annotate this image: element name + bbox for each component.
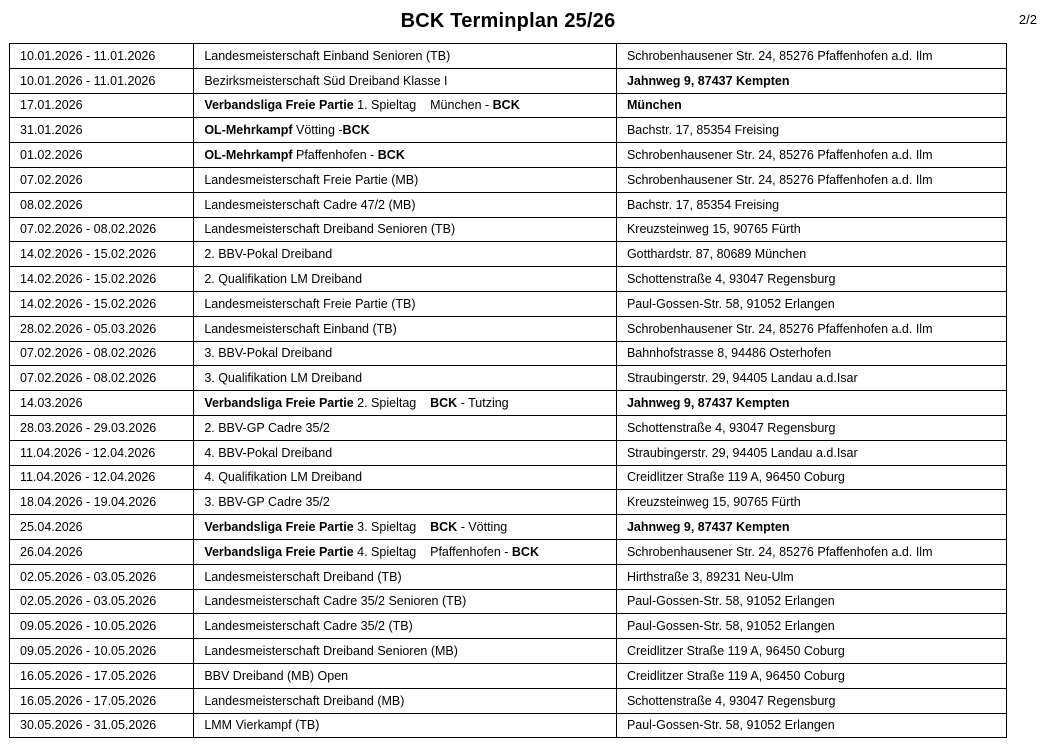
date-cell: 08.02.2026 — [10, 192, 194, 217]
event-cell — [194, 291, 617, 316]
date-cell: 10.01.2026 - 11.01.2026 — [10, 44, 194, 69]
event-cell — [194, 192, 617, 217]
location-cell: Schrobenhausener Str. 24, 85276 Pfaffenhofen a.d. Ilm — [616, 143, 1006, 168]
event-text: BCK — [430, 396, 458, 411]
table-row — [10, 143, 1007, 168]
event-text: 2. Spieltag — [353, 396, 431, 411]
location-cell: Creidlitzer Straße 119 A, 96450 Coburg — [616, 465, 1006, 490]
date-cell: 09.05.2026 - 10.05.2026 — [10, 639, 194, 664]
page-number: 2/2 — [1018, 12, 1037, 27]
event-text: 4. BBV-Pokal Dreiband — [204, 445, 333, 460]
event-text: LMM Vierkampf (TB) — [204, 718, 320, 733]
event-text: Verbandsliga Freie Partie — [204, 520, 354, 535]
event-text: 3. Spieltag — [353, 520, 431, 535]
date-cell: 10.01.2026 - 11.01.2026 — [10, 68, 194, 93]
event-cell — [194, 242, 617, 267]
date-cell: 31.01.2026 — [10, 118, 194, 143]
event-text: Landesmeisterschaft Cadre 47/2 (MB) — [204, 197, 416, 212]
event-text: BCK — [377, 148, 405, 163]
location-cell: Gotthardstr. 87, 80689 München — [616, 242, 1006, 267]
location-cell: Paul-Gossen-Str. 58, 91052 Erlangen — [616, 614, 1006, 639]
location-cell: Schottenstraße 4, 93047 Regensburg — [616, 415, 1006, 440]
date-cell: 28.02.2026 - 05.03.2026 — [10, 316, 194, 341]
event-text: OL-Mehrkampf — [204, 123, 293, 138]
event-text: BCK — [342, 123, 370, 138]
event-cell — [194, 415, 617, 440]
table-row — [10, 515, 1007, 540]
table-row — [10, 192, 1007, 217]
location-cell: Bahnhofstrasse 8, 94486 Osterhofen — [616, 341, 1006, 366]
location-cell: Bachstr. 17, 85354 Freising — [616, 118, 1006, 143]
date-cell: 14.02.2026 - 15.02.2026 — [10, 291, 194, 316]
table-row — [10, 589, 1007, 614]
table-row — [10, 217, 1007, 242]
location-cell: Paul-Gossen-Str. 58, 91052 Erlangen — [616, 589, 1006, 614]
event-text: Landesmeisterschaft Einband Senioren (TB) — [204, 48, 451, 63]
event-text: Landesmeisterschaft Einband (TB) — [204, 321, 397, 336]
event-cell — [194, 143, 617, 168]
event-cell — [194, 44, 617, 69]
table-row — [10, 639, 1007, 664]
event-text: 2. BBV-Pokal Dreiband — [204, 247, 333, 262]
date-cell: 02.05.2026 - 03.05.2026 — [10, 564, 194, 589]
event-text: Pfaffenhofen - — [292, 148, 378, 163]
event-cell — [194, 341, 617, 366]
event-cell — [194, 316, 617, 341]
location-cell: Jahnweg 9, 87437 Kempten — [616, 391, 1006, 416]
date-cell: 25.04.2026 — [10, 515, 194, 540]
location-cell: Schottenstraße 4, 93047 Regensburg — [616, 267, 1006, 292]
location-cell: Schrobenhausener Str. 24, 85276 Pfaffenhofen a.d. Ilm — [616, 44, 1006, 69]
table-row — [10, 44, 1007, 69]
event-cell — [194, 440, 617, 465]
table-row — [10, 118, 1007, 143]
location-cell: Jahnweg 9, 87437 Kempten — [616, 68, 1006, 93]
table-row — [10, 366, 1007, 391]
location-cell: Kreuzsteinweg 15, 90765 Fürth — [616, 490, 1006, 515]
table-row — [10, 341, 1007, 366]
event-cell — [194, 93, 617, 118]
event-cell — [194, 713, 617, 738]
event-text: Landesmeisterschaft Cadre 35/2 Senioren (TB) — [204, 594, 467, 609]
date-cell: 14.02.2026 - 15.02.2026 — [10, 242, 194, 267]
table-row — [10, 93, 1007, 118]
date-cell: 30.05.2026 - 31.05.2026 — [10, 713, 194, 738]
date-cell: 14.03.2026 — [10, 391, 194, 416]
location-cell: Creidlitzer Straße 119 A, 96450 Coburg — [616, 663, 1006, 688]
table-row — [10, 614, 1007, 639]
event-text: BBV Dreiband (MB) Open — [204, 668, 349, 683]
event-text: Verbandsliga Freie Partie — [204, 396, 354, 411]
event-text: Verbandsliga Freie Partie — [204, 544, 354, 559]
event-cell — [194, 490, 617, 515]
date-cell: 17.01.2026 — [10, 93, 194, 118]
table-row — [10, 440, 1007, 465]
event-text: - Tutzing — [457, 396, 509, 411]
event-text: Landesmeisterschaft Dreiband Senioren (TB) — [204, 222, 456, 237]
event-text: Landesmeisterschaft Dreiband (MB) — [204, 693, 405, 708]
event-text: - Vötting — [457, 520, 508, 535]
table-row — [10, 713, 1007, 738]
location-cell: Straubingerstr. 29, 94405 Landau a.d.Isar — [616, 440, 1006, 465]
location-cell: Schrobenhausener Str. 24, 85276 Pfaffenhofen a.d. Ilm — [616, 167, 1006, 192]
event-text: 4. Qualifikation LM Dreiband — [204, 470, 363, 485]
event-cell — [194, 564, 617, 589]
date-cell: 07.02.2026 — [10, 167, 194, 192]
location-cell: Schrobenhausener Str. 24, 85276 Pfaffenhofen a.d. Ilm — [616, 316, 1006, 341]
event-cell — [194, 167, 617, 192]
location-cell: Schrobenhausener Str. 24, 85276 Pfaffenhofen a.d. Ilm — [616, 539, 1006, 564]
date-cell: 07.02.2026 - 08.02.2026 — [10, 217, 194, 242]
table-row — [10, 267, 1007, 292]
table-row — [10, 291, 1007, 316]
event-text: 3. BBV-Pokal Dreiband — [204, 346, 333, 361]
event-cell — [194, 267, 617, 292]
table-row — [10, 316, 1007, 341]
event-text: Vötting - — [292, 123, 343, 138]
event-text: BCK — [430, 520, 458, 535]
event-text: Landesmeisterschaft Freie Partie (TB) — [204, 296, 416, 311]
date-cell: 02.05.2026 - 03.05.2026 — [10, 589, 194, 614]
event-text: 3. Qualifikation LM Dreiband — [204, 371, 363, 386]
event-cell — [194, 614, 617, 639]
event-cell — [194, 391, 617, 416]
date-cell: 11.04.2026 - 12.04.2026 — [10, 465, 194, 490]
date-cell: 09.05.2026 - 10.05.2026 — [10, 614, 194, 639]
event-cell — [194, 366, 617, 391]
table-row — [10, 490, 1007, 515]
date-cell: 16.05.2026 - 17.05.2026 — [10, 688, 194, 713]
date-cell: 16.05.2026 - 17.05.2026 — [10, 663, 194, 688]
event-text: OL-Mehrkampf — [204, 148, 293, 163]
event-cell — [194, 118, 617, 143]
event-text: 2. Qualifikation LM Dreiband — [204, 272, 363, 287]
table-row — [10, 564, 1007, 589]
date-cell: 26.04.2026 — [10, 539, 194, 564]
event-cell — [194, 589, 617, 614]
event-cell — [194, 688, 617, 713]
event-text: BCK — [492, 98, 520, 113]
location-cell: München — [616, 93, 1006, 118]
table-row — [10, 539, 1007, 564]
event-text: Landesmeisterschaft Cadre 35/2 (TB) — [204, 619, 413, 634]
table-row — [10, 688, 1007, 713]
table-row — [10, 68, 1007, 93]
event-text: Verbandsliga Freie Partie — [204, 98, 354, 113]
event-text: BCK — [511, 544, 539, 559]
date-cell: 07.02.2026 - 08.02.2026 — [10, 341, 194, 366]
date-cell: 01.02.2026 — [10, 143, 194, 168]
event-text: 1. Spieltag München - — [353, 98, 493, 113]
location-cell: Paul-Gossen-Str. 58, 91052 Erlangen — [616, 291, 1006, 316]
page-title: BCK Terminplan 25/26 — [400, 10, 616, 32]
table-row — [10, 415, 1007, 440]
date-cell: 11.04.2026 - 12.04.2026 — [10, 440, 194, 465]
event-text: 4. Spieltag Pfaffenhofen - — [353, 544, 512, 559]
location-cell: Schottenstraße 4, 93047 Regensburg — [616, 688, 1006, 713]
table-row — [10, 242, 1007, 267]
event-cell — [194, 663, 617, 688]
date-cell: 14.02.2026 - 15.02.2026 — [10, 267, 194, 292]
location-cell: Kreuzsteinweg 15, 90765 Fürth — [616, 217, 1006, 242]
location-cell: Jahnweg 9, 87437 Kempten — [616, 515, 1006, 540]
location-cell: Bachstr. 17, 85354 Freising — [616, 192, 1006, 217]
date-cell: 18.04.2026 - 19.04.2026 — [10, 490, 194, 515]
date-cell: 07.02.2026 - 08.02.2026 — [10, 366, 194, 391]
event-text: Landesmeisterschaft Freie Partie (MB) — [204, 172, 419, 187]
event-text: Landesmeisterschaft Dreiband (TB) — [204, 569, 402, 584]
location-cell: Hirthstraße 3, 89231 Neu-Ulm — [616, 564, 1006, 589]
event-cell — [194, 539, 617, 564]
event-cell — [194, 639, 617, 664]
date-cell: 28.03.2026 - 29.03.2026 — [10, 415, 194, 440]
event-cell — [194, 515, 617, 540]
location-cell: Paul-Gossen-Str. 58, 91052 Erlangen — [616, 713, 1006, 738]
event-text: 2. BBV-GP Cadre 35/2 — [204, 420, 330, 435]
table-row — [10, 167, 1007, 192]
event-text: Landesmeisterschaft Dreiband Senioren (MB) — [204, 644, 458, 659]
table-row — [10, 391, 1007, 416]
event-cell — [194, 217, 617, 242]
table-row — [10, 465, 1007, 490]
location-cell: Creidlitzer Straße 119 A, 96450 Coburg — [616, 639, 1006, 664]
schedule-body — [10, 44, 1007, 738]
event-cell — [194, 465, 617, 490]
event-text: Bezirksmeisterschaft Süd Dreiband Klasse I — [204, 73, 448, 88]
table-row — [10, 663, 1007, 688]
event-text: 3. BBV-GP Cadre 35/2 — [204, 495, 330, 510]
schedule-table — [9, 43, 1007, 738]
location-cell: Straubingerstr. 29, 94405 Landau a.d.Isar — [616, 366, 1006, 391]
event-cell — [194, 68, 617, 93]
